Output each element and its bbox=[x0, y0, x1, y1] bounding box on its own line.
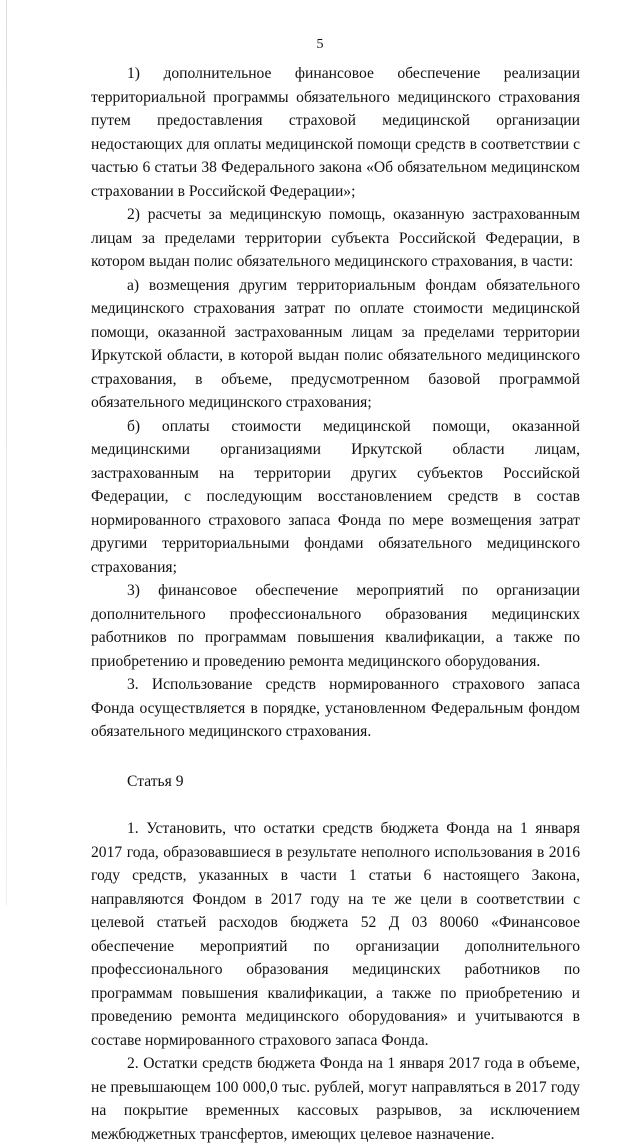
article-heading: Статья 9 bbox=[127, 772, 184, 790]
paragraph-2: 2) расчеты за медицинскую помощь, оказанную застрахованным лицам за пределами территории субъекта Российской Федерации, в котором выдан полис обязательного медицинского страхования, в части: bbox=[91, 206, 580, 270]
paragraph-3: 3) финансовое обеспечение мероприятий по организации дополнительного профессионального образования медицинских работников по программам повышения квалификации, а также по приобретению и проведению ремонта медицинского оборудования. bbox=[91, 582, 580, 670]
paragraph-2b: б) оплаты стоимости медицинской помощи, оказанной медицинскими организациями Иркутской области лицам, застрахованным на территории других субъектов Российской Федерации, с последующим восстановлением средств в состав нормированного страхового запаса Фонда по мере возмещения затрат другими территориальными фондами обязательного медицинского страхования; bbox=[91, 417, 580, 576]
article-paragraph-2: 2. Остатки средств бюджета Фонда на 1 января 2017 года в объеме, не превышающем 100 000,0 тыс. рублей, могут направляться в 2017 году на покрытие временных кассовых разрывов, за исключением межбюджетных трансфертов, имеющих целевое назначение. bbox=[91, 1055, 580, 1143]
paragraph-1: 1) дополнительное финансовое обеспечение реализации территориальной программы обязательного медицинского страхования путем предоставления страховой медицинской организации недостающих для оплаты медицинской помощи средств в соответствии с частью 6 статьи 38 Федерального закона «Об обязательном медицинском страховании в Российской Федерации»; bbox=[91, 65, 580, 200]
scan-edge-line bbox=[6, 0, 7, 905]
paragraph-part-3: 3. Использование средств нормированного страхового запаса Фонда осуществляется в порядке, установленном Федеральным фондом обязательного медицинского страхования. bbox=[91, 676, 580, 740]
article-paragraph-1: 1. Установить, что остатки средств бюджета Фонда на 1 января 2017 года, образовавшиеся в результате неполного использования в 2016 году средств, указанных в части 1 статьи 6 настоящего Закона, направляются Фондом в 2017 году на те же цели в соответствии с целевой статьей расходов бюджета 52 Д 03 80060 «Финансовое обеспечение мероприятий по организации дополнительного профессионального образования медицинских работников по программам повышения квалификации, а также по приобретению и проведению ремонта медицинского оборудования» и учитываются в составе нормированного страхового запаса Фонда. bbox=[91, 820, 580, 1049]
page-number: 5 bbox=[316, 37, 324, 52]
paragraph-2a: а) возмещения другим территориальным фондам обязательного медицинского страхования затрат по оплате стоимости медицинской помощи, оказанной застрахованным лицам за пределами территории Иркутской области, в которой выдан полис обязательного медицинского страхования, в объеме, предусмотренном базовой программой обязательного медицинского страхования; bbox=[91, 276, 580, 411]
document-body bbox=[91, 62, 580, 1146]
